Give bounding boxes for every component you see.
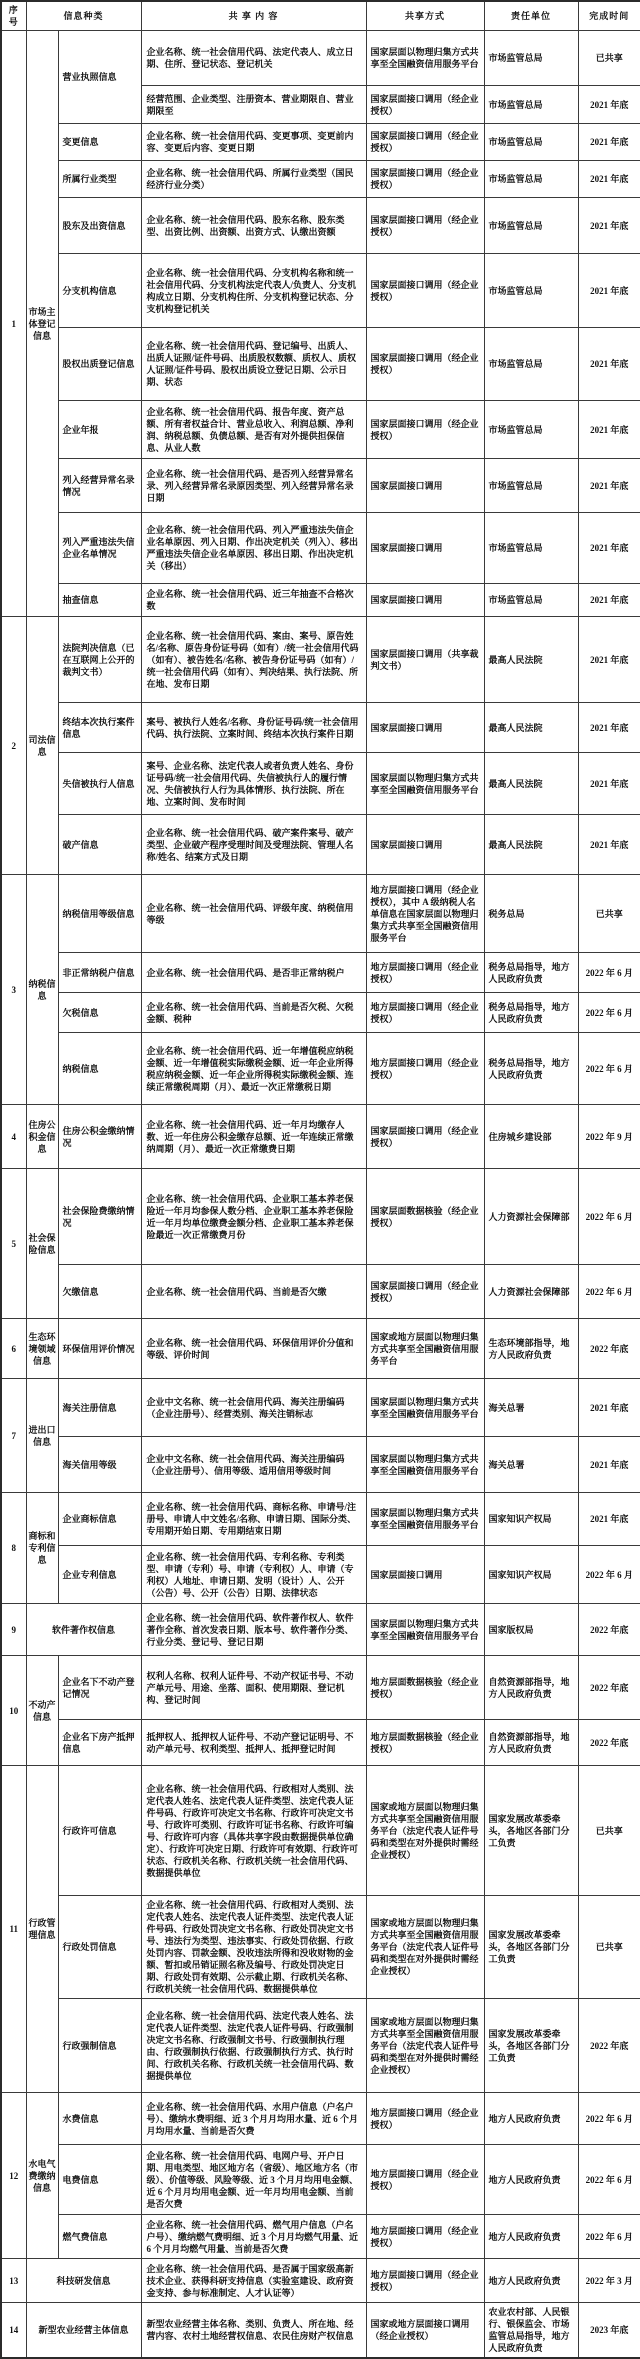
category-cell: 科技研发信息 — [26, 2259, 141, 2303]
table-row — [1, 2303, 640, 2359]
time-cell: 2021 年底 — [578, 617, 640, 703]
method-cell: 国家层面接口调用 — [366, 815, 484, 875]
row-number: 14 — [1, 2303, 26, 2359]
content-cell: 企业名称、统一社会信用代码、列入严重违法失信企业名单原因、列入日期、作出决定机关（列入）、移出严重违法失信企业名单原因、移出日期、作出决定机关（移出） — [141, 513, 366, 584]
method-cell: 国家层面接口调用（共享裁判文书） — [366, 617, 484, 703]
time-cell: 2022 年 6 月 — [578, 1033, 640, 1105]
type-cell: 破产信息 — [58, 815, 141, 875]
time-cell: 2021 年底 — [578, 815, 640, 875]
table-row — [1, 703, 640, 753]
table-row — [1, 815, 640, 875]
content-cell: 企业名称、统一社会信用代码、行政相对人类别、法定代表人姓名、法定代表人证件类型、法定代表人证件号码、行政处罚决定文书名称、行政处罚决定文书号、违法行为类型、违法事实、行政处罚依据、行政处罚内容、罚款金额、没收违法所得和没收财物的金额、暂扣或吊销证照名称及编号、行政处罚决定日期、行政处罚有效期、公示截止期、行政机关名称、行政机关统一社会信用代码、数据提供单位 — [141, 1896, 366, 1999]
table-row — [1, 1265, 640, 1319]
unit-cell: 税务总局指导，地方人民政府负责 — [484, 953, 578, 993]
row-number: 7 — [1, 1379, 26, 1493]
method-cell: 国家层面以物理归集方式共享至全国融资信用服务平台 — [366, 753, 484, 815]
time-cell: 2022 年底 — [578, 1319, 640, 1379]
time-cell: 2022 年底 — [578, 1720, 640, 1766]
unit-cell: 最高人民法院 — [484, 617, 578, 703]
type-cell: 社会保险费缴纳情况 — [58, 1169, 141, 1265]
content-cell: 企业名称、统一社会信用代码、当前是否欠税、欠税金额、税种 — [141, 993, 366, 1033]
content-cell: 权利人名称、权利人证件号、不动产权证书号、不动产单元号、用途、坐落、面积、使用期限、登记机构、登记时间 — [141, 1656, 366, 1720]
content-cell: 企业名称、统一社会信用代码、是否非正常纳税户 — [141, 953, 366, 993]
unit-cell: 住房城乡建设部 — [484, 1105, 578, 1169]
method-cell: 国家层面接口调用 — [366, 513, 484, 584]
method-cell: 地方层面接口调用（经企业授权） — [366, 2145, 484, 2215]
table-row — [1, 1437, 640, 1493]
category-cell: 软件著作权信息 — [26, 1604, 141, 1656]
unit-cell: 税务总局指导，地方人民政府负责 — [484, 1033, 578, 1105]
method-cell: 国家或地方层面以物理归集方式共享至全国融资信用服务平台（法定代表人证件号码和类型在对外提供时需经企业授权） — [366, 1999, 484, 2093]
time-cell: 已共享 — [578, 875, 640, 953]
table-row — [1, 328, 640, 401]
type-cell: 海关注册信息 — [58, 1379, 141, 1437]
table-row — [1, 124, 640, 161]
row-number: 4 — [1, 1105, 26, 1169]
method-cell: 国家层面接口调用 — [366, 584, 484, 617]
method-cell: 国家层面接口调用（经企业授权） — [366, 1265, 484, 1319]
table-row — [1, 2093, 640, 2145]
method-cell: 地方层面数据核验（经企业授权） — [366, 1720, 484, 1766]
table-row — [1, 617, 640, 703]
table-row — [1, 1720, 640, 1766]
row-number: 1 — [1, 31, 26, 617]
time-cell: 2021 年底 — [578, 584, 640, 617]
content-cell: 企业名称、统一社会信用代码、分支机构名称和统一社会信用代码、分支机构法定代表人/负责人、分支机构成立日期、分支机构住所、分支机构登记状态、分支机构登记机关 — [141, 254, 366, 328]
content-cell: 企业名称、统一社会信用代码、燃气用户信息（户名户号）、缴纳燃气费明细、近 3 个月月均燃气用量、近 6 个月月均燃气用量、当前是否欠费 — [141, 2215, 366, 2259]
type-cell: 行政强制信息 — [58, 1999, 141, 2093]
content-cell: 企业名称、统一社会信用代码、是否列入经营异常名录、列入经营异常名录原因类型、列入经营异常名录日期 — [141, 459, 366, 513]
content-cell: 企业名称、统一社会信用代码、商标名称、申请号/注册号、申请人中文姓名/名称、申请日期、国际分类、专用期开始日期、专用期结束日期 — [141, 1493, 366, 1546]
content-cell: 企业名称、统一社会信用代码、近三年抽查不合格次数 — [141, 584, 366, 617]
table-row — [1, 31, 640, 86]
type-cell: 纳税信息 — [58, 1033, 141, 1105]
table-row — [1, 1105, 640, 1169]
type-cell: 企业年报 — [58, 401, 141, 459]
type-cell: 欠缴信息 — [58, 1265, 141, 1319]
method-cell: 地方层面接口调用（经企业授权） — [366, 1033, 484, 1105]
content-cell: 企业名称、统一社会信用代码、电网户号、开户日期、用电类型、地区地方名（省级）、地区地方名（市级）、价值等级、风险等级、近 3 个月月均用电金额、近 6 个月月均用电金额、近一年月均用电金额、当前是否欠费 — [141, 2145, 366, 2215]
unit-cell: 税务总局指导，地方人民政府负责 — [484, 993, 578, 1033]
type-cell: 营业执照信息 — [58, 31, 141, 124]
unit-cell: 国家发展改革委牵头，各地区各部门分工负责 — [484, 1896, 578, 1999]
unit-cell: 市场监管总局 — [484, 254, 578, 328]
type-cell: 企业专利信息 — [58, 1546, 141, 1604]
category-cell: 进出口信息 — [26, 1379, 58, 1493]
method-cell: 地方层面接口调用（经企业授权） — [366, 953, 484, 993]
method-cell: 国家层面接口调用（经企业授权） — [366, 254, 484, 328]
time-cell: 已共享 — [578, 1766, 640, 1896]
unit-cell: 最高人民法院 — [484, 703, 578, 753]
type-cell: 终结本次执行案件信息 — [58, 703, 141, 753]
time-cell: 2022 年 6 月 — [578, 1265, 640, 1319]
unit-cell: 农业农村部、人民银行、银保监会、市场监管总局指导，地方人民政府负责 — [484, 2303, 578, 2359]
time-cell: 2022 年 6 月 — [578, 2215, 640, 2259]
unit-cell: 市场监管总局 — [484, 401, 578, 459]
header-content: 共 享 内 容 — [141, 1, 366, 31]
time-cell: 2021 年底 — [578, 328, 640, 401]
table-row — [1, 584, 640, 617]
row-number: 10 — [1, 1656, 26, 1766]
row-number: 2 — [1, 617, 26, 875]
method-cell: 地方层面数据核验（经企业授权） — [366, 1656, 484, 1720]
content-cell: 企业名称、统一社会信用代码、水用户信息（户名户号）、缴纳水费明细、近 3 个月月均用水量、近 6 个月月均用水量、当前是否欠费 — [141, 2093, 366, 2145]
type-cell: 住房公积金缴纳情况 — [58, 1105, 141, 1169]
time-cell: 2023 年底 — [578, 2303, 640, 2359]
table-row — [1, 1379, 640, 1437]
content-cell: 企业名称、统一社会信用代码、变更事项、变更前内容、变更后内容、变更日期 — [141, 124, 366, 161]
method-cell: 国家层面以物理归集方式共享至全国融资信用服务平台 — [366, 1437, 484, 1493]
type-cell: 股权出质登记信息 — [58, 328, 141, 401]
category-cell: 商标和专利信息 — [26, 1493, 58, 1604]
time-cell: 2021 年底 — [578, 703, 640, 753]
header-row — [1, 1, 640, 31]
unit-cell: 自然资源部指导，地方人民政府负责 — [484, 1720, 578, 1766]
content-cell: 企业名称、统一社会信用代码、专利名称、专利类型、申请（专利）号、申请（专利权）人、申请（专利权）人地址、申请日期、发明（设计）人、公开（公告）号、公开（公告）日期、法律状态 — [141, 1546, 366, 1604]
row-number: 5 — [1, 1169, 26, 1319]
row-number: 8 — [1, 1493, 26, 1604]
time-cell: 2021 年底 — [578, 753, 640, 815]
time-cell: 2021 年底 — [578, 401, 640, 459]
header-time: 完成时间 — [578, 1, 640, 31]
type-cell: 变更信息 — [58, 124, 141, 161]
category-cell: 新型农业经营主体信息 — [26, 2303, 141, 2359]
method-cell: 国家层面接口调用（经企业授权） — [366, 161, 484, 198]
content-cell: 企业名称、统一社会信用代码、登记编号、出质人、出质人证照/证件号码、出质股权数额、质权人、质权人证照/证件号码、股权出质设立登记日期、公示日期、状态 — [141, 328, 366, 401]
unit-cell: 市场监管总局 — [484, 86, 578, 124]
method-cell: 国家层面以物理归集方式共享至全国融资信用服务平台 — [366, 1493, 484, 1546]
table-row — [1, 459, 640, 513]
content-cell: 企业名称、统一社会信用代码、报告年度、资产总额、所有者权益合计、营业总收入、利润总额、净利润、纳税总额、负债总额、是否有对外提供担保信息、从业人数 — [141, 401, 366, 459]
method-cell: 地方层面接口调用（经企业授权），其中 A 级纳税人名单信息在国家层面以物理归集方式共享至全国融资信用服务平台 — [366, 875, 484, 953]
content-cell: 企业名称、统一社会信用代码、是否属于国家级高新技术企业、获得科研支持信息（实验室建设、政府资金支持、参与标准制定、人才认证等） — [141, 2259, 366, 2303]
content-cell: 案号、被执行人姓名/名称、身份证号码/统一社会信用代码、执行法院、立案时间、终结本次执行案件日期 — [141, 703, 366, 753]
unit-cell: 国家版权局 — [484, 1604, 578, 1656]
method-cell: 地方层面接口调用（经企业授权） — [366, 2259, 484, 2303]
content-cell: 企业名称、统一社会信用代码、法定代表人、成立日期、住所、登记状态、登记机关 — [141, 31, 366, 86]
time-cell: 2021 年底 — [578, 1437, 640, 1493]
method-cell: 国家或地方层面以物理归集方式共享至全国融资信用服务平台（法定代表人证件号码和类型在对外提供时需经企业授权） — [366, 1766, 484, 1896]
type-cell: 行政处罚信息 — [58, 1896, 141, 1999]
method-cell: 国家层面数据核验（经企业授权） — [366, 1169, 484, 1265]
category-cell: 生态环境领域信息 — [26, 1319, 58, 1379]
method-cell: 国家或地方层面接口调用（经企业授权） — [366, 2303, 484, 2359]
table-row — [1, 2215, 640, 2259]
table-row — [1, 1656, 640, 1720]
time-cell: 2021 年底 — [578, 513, 640, 584]
type-cell: 失信被执行人信息 — [58, 753, 141, 815]
header-method: 共享方式 — [366, 1, 484, 31]
content-cell: 企业名称、统一社会信用代码、行政相对人类别、法定代表人姓名、法定代表人证件类型、法定代表人证件号码、行政许可决定文书名称、行政许可决定文书号、行政许可类别、行政许可证书名称、行政许可编号、行政许可内容（具体共享字段由数据提供单位确定）、行政许可决定日期、行政许可有效期、行政许可状态、行政机关名称、行政机关统一社会信用代码、数据提供单位 — [141, 1766, 366, 1896]
type-cell: 法院判决信息（已在互联网上公开的裁判文书） — [58, 617, 141, 703]
table-row — [1, 1319, 640, 1379]
content-cell: 企业中文名称、统一社会信用代码、海关注册编码（企业注册号）、经营类别、海关注销标志 — [141, 1379, 366, 1437]
method-cell: 国家或地方层面以物理归集方式共享至全国融资信用服务平台 — [366, 1319, 484, 1379]
category-cell: 纳税信息 — [26, 875, 58, 1105]
unit-cell: 最高人民法院 — [484, 815, 578, 875]
content-cell: 企业名称、统一社会信用代码、评级年度、纳税信用等级 — [141, 875, 366, 953]
category-cell: 司法信息 — [26, 617, 58, 875]
unit-cell: 地方人民政府负责 — [484, 2145, 578, 2215]
table-row — [1, 401, 640, 459]
table-row — [1, 1033, 640, 1105]
table-row — [1, 1999, 640, 2093]
method-cell: 国家层面接口调用（经企业授权） — [366, 1105, 484, 1169]
row-number: 13 — [1, 2259, 26, 2303]
type-cell: 股东及出资信息 — [58, 198, 141, 254]
time-cell: 2021 年底 — [578, 161, 640, 198]
method-cell: 国家层面以物理归集方式共享至全国融资信用服务平台 — [366, 1604, 484, 1656]
category-cell: 行政管理信息 — [26, 1766, 58, 2093]
unit-cell: 市场监管总局 — [484, 198, 578, 254]
time-cell: 2022 年底 — [578, 1604, 640, 1656]
category-cell: 住房公积金信息 — [26, 1105, 58, 1169]
method-cell: 国家层面接口调用（经企业授权） — [366, 328, 484, 401]
method-cell: 国家层面接口调用（经企业授权） — [366, 401, 484, 459]
content-cell: 企业名称、统一社会信用代码、软件著作权人、软件著作全称、首次发表日期、版本号、软件著作分类、行业分类、登记号、登记日期 — [141, 1604, 366, 1656]
unit-cell: 税务总局 — [484, 875, 578, 953]
unit-cell: 人力资源社会保障部 — [484, 1169, 578, 1265]
table-row — [1, 1493, 640, 1546]
content-cell: 企业名称、统一社会信用代码、破产案件案号、破产类型、企业破产程序受理时间及受理法院、管理人名称/姓名、结案方式及日期 — [141, 815, 366, 875]
table-row — [1, 161, 640, 198]
content-cell: 企业名称、统一社会信用代码、环保信用评价分值和等级、评价时间 — [141, 1319, 366, 1379]
row-number: 3 — [1, 875, 26, 1105]
row-number: 12 — [1, 2093, 26, 2259]
unit-cell: 地方人民政府负责 — [484, 2215, 578, 2259]
table-row — [1, 1546, 640, 1604]
time-cell: 2021 年底 — [578, 124, 640, 161]
category-cell: 社会保险信息 — [26, 1169, 58, 1319]
type-cell: 所属行业类型 — [58, 161, 141, 198]
time-cell: 2022 年 6 月 — [578, 953, 640, 993]
unit-cell: 自然资源部指导，地方人民政府负责 — [484, 1656, 578, 1720]
time-cell: 2022 年 6 月 — [578, 2145, 640, 2215]
table-row — [1, 1766, 640, 1896]
time-cell: 2022 年 6 月 — [578, 1169, 640, 1265]
method-cell: 国家层面接口调用 — [366, 459, 484, 513]
unit-cell: 市场监管总局 — [484, 584, 578, 617]
category-cell: 水电气费缴纳信息 — [26, 2093, 58, 2259]
content-cell: 企业名称、统一社会信用代码、股东名称、股东类型、出资比例、出资额、出资方式、认缴出资额 — [141, 198, 366, 254]
category-cell: 市场主体登记信息 — [26, 31, 58, 617]
content-cell: 新型农业经营主体名称、类别、负责人、所在地、经营内容、农村土地经营权信息、农民住房财产权信息 — [141, 2303, 366, 2359]
type-cell: 行政许可信息 — [58, 1766, 141, 1896]
time-cell: 2022 年 6 月 — [578, 1546, 640, 1604]
unit-cell: 地方人民政府负责 — [484, 2259, 578, 2303]
time-cell: 2021 年底 — [578, 254, 640, 328]
unit-cell: 市场监管总局 — [484, 124, 578, 161]
row-number: 9 — [1, 1604, 26, 1656]
table-row — [1, 513, 640, 584]
time-cell: 2022 年底 — [578, 1656, 640, 1720]
time-cell: 已共享 — [578, 1896, 640, 1999]
unit-cell: 国家发展改革委牵头，各地区各部门分工负责 — [484, 1999, 578, 2093]
time-cell: 已共享 — [578, 31, 640, 86]
content-cell: 企业中文名称、统一社会信用代码、海关注册编码（企业注册号）、信用等级、适用信用等级时间 — [141, 1437, 366, 1493]
unit-cell: 市场监管总局 — [484, 459, 578, 513]
time-cell: 2021 年底 — [578, 459, 640, 513]
row-number: 6 — [1, 1319, 26, 1379]
header-serial: 序号 — [1, 1, 26, 31]
time-cell: 2022 年 6 月 — [578, 2093, 640, 2145]
table-row — [1, 1604, 640, 1656]
table-body — [1, 31, 640, 2359]
time-cell: 2021 年底 — [578, 1379, 640, 1437]
content-cell: 企业名称、统一社会信用代码、所属行业类型（国民经济行业分类） — [141, 161, 366, 198]
content-cell: 经营范围、企业类型、注册资本、营业期限自、营业期限至 — [141, 86, 366, 124]
method-cell: 国家层面接口调用 — [366, 1546, 484, 1604]
table-row — [1, 1896, 640, 1999]
method-cell: 国家层面接口调用（经企业授权） — [366, 86, 484, 124]
method-cell: 国家层面接口调用（经企业授权） — [366, 198, 484, 254]
time-cell: 2022 年底 — [578, 1999, 640, 2093]
table-row — [1, 875, 640, 953]
content-cell: 企业名称、统一社会信用代码、近一年增值税应纳税金额、近一年增值税实际缴税金额、近一年企业所得税应纳税金额、近一年企业所得税实际缴税金额、连续正常缴税周期（月）、最近一次正常缴税日期 — [141, 1033, 366, 1105]
unit-cell: 地方人民政府负责 — [484, 2093, 578, 2145]
unit-cell: 人力资源社会保障部 — [484, 1265, 578, 1319]
content-cell: 案号、企业名称、法定代表人或者负责人姓名、身份证号码/统一社会信用代码、失信被执行人的履行情况、失信被执行人行为具体情形、执行法院、所在地、立案时间、发布时间 — [141, 753, 366, 815]
time-cell: 2022 年 9 月 — [578, 1105, 640, 1169]
type-cell: 环保信用评价情况 — [58, 1319, 141, 1379]
type-cell: 电费信息 — [58, 2145, 141, 2215]
method-cell: 国家或地方层面以物理归集方式共享至全国融资信用服务平台（法定代表人证件号码和类型在对外提供时需经企业授权） — [366, 1896, 484, 1999]
method-cell: 地方层面接口调用（经企业授权） — [366, 2215, 484, 2259]
type-cell: 列入经营异常名录情况 — [58, 459, 141, 513]
type-cell: 分支机构信息 — [58, 254, 141, 328]
type-cell: 海关信用等级 — [58, 1437, 141, 1493]
unit-cell: 生态环境部指导，地方人民政府负责 — [484, 1319, 578, 1379]
unit-cell: 市场监管总局 — [484, 31, 578, 86]
unit-cell: 市场监管总局 — [484, 328, 578, 401]
header-unit: 责任单位 — [484, 1, 578, 31]
unit-cell: 市场监管总局 — [484, 161, 578, 198]
table-row — [1, 753, 640, 815]
table-row — [1, 198, 640, 254]
unit-cell: 市场监管总局 — [484, 513, 578, 584]
method-cell: 国家层面以物理归集方式共享至全国融资信用服务平台 — [366, 1379, 484, 1437]
method-cell: 地方层面接口调用（经企业授权） — [366, 993, 484, 1033]
content-cell: 企业名称、统一社会信用代码、近一年月均缴存人数、近一年住房公积金缴存总额、近一年连续正常缴纳周期（月）、最近一次正常缴费日期 — [141, 1105, 366, 1169]
type-cell: 企业名下房产抵押信息 — [58, 1720, 141, 1766]
type-cell: 企业商标信息 — [58, 1493, 141, 1546]
time-cell: 2022 年 6 月 — [578, 993, 640, 1033]
content-cell: 企业名称、统一社会信用代码、法定代表人姓名、法定代表人证件类型、法定代表人证件号码、行政强制决定文书名称、行政强制文书号、行政强制执行理由、行政强制执行依据、行政强制执行方式、执行时间、行政机关名称、行政机关统一社会信用代码、数据提供单位 — [141, 1999, 366, 2093]
unit-cell: 最高人民法院 — [484, 753, 578, 815]
content-cell: 抵押权人、抵押权人证件号、不动产登记证明号、不动产单元号、权利类型、抵押人、抵押登记时间 — [141, 1720, 366, 1766]
unit-cell: 海关总署 — [484, 1437, 578, 1493]
type-cell: 列入严重违法失信企业名单情况 — [58, 513, 141, 584]
table-row — [1, 953, 640, 993]
type-cell: 非正常纳税户信息 — [58, 953, 141, 993]
table-row — [1, 993, 640, 1033]
type-cell: 燃气费信息 — [58, 2215, 141, 2259]
type-cell: 欠税信息 — [58, 993, 141, 1033]
unit-cell: 国家知识产权局 — [484, 1493, 578, 1546]
header-category: 信息种类 — [26, 1, 141, 31]
table-row — [1, 2259, 640, 2303]
row-number: 11 — [1, 1766, 26, 2093]
content-cell: 企业名称、统一社会信用代码、案由、案号、原告姓名/名称、原告身份证号码（如有）/统一社会信用代码（如有）、被告姓名/名称、被告身份证号码（如有）/统一社会信用代码（如有）、判决结果、执行法院、所在地、发布日期 — [141, 617, 366, 703]
table-row — [1, 254, 640, 328]
category-cell: 不动产信息 — [26, 1656, 58, 1766]
method-cell: 国家层面以物理归集方式共享至全国融资信用服务平台 — [366, 31, 484, 86]
table-row — [1, 2145, 640, 2215]
time-cell: 2021 年底 — [578, 86, 640, 124]
method-cell: 地方层面接口调用（经企业授权） — [366, 2093, 484, 2145]
time-cell: 2022 年 3 月 — [578, 2259, 640, 2303]
time-cell: 2021 年底 — [578, 198, 640, 254]
method-cell: 国家层面接口调用 — [366, 703, 484, 753]
unit-cell: 国家知识产权局 — [484, 1546, 578, 1604]
type-cell: 纳税信用等级信息 — [58, 875, 141, 953]
unit-cell: 海关总署 — [484, 1379, 578, 1437]
method-cell: 国家层面接口调用（经企业授权） — [366, 124, 484, 161]
time-cell: 2021 年底 — [578, 1493, 640, 1546]
table-row — [1, 1169, 640, 1265]
unit-cell: 国家发展改革委牵头，各地区各部门分工负责 — [484, 1766, 578, 1896]
content-cell: 企业名称、统一社会信用代码、当前是否欠缴 — [141, 1265, 366, 1319]
type-cell: 企业名下不动产登记情况 — [58, 1656, 141, 1720]
type-cell: 水费信息 — [58, 2093, 141, 2145]
content-cell: 企业名称、统一社会信用代码、企业职工基本养老保险近一年月均参保人数分档、企业职工基本养老保险近一年月均单位缴费金额分档、企业职工基本养老保险最近一次正常缴费月份 — [141, 1169, 366, 1265]
type-cell: 抽查信息 — [58, 584, 141, 617]
